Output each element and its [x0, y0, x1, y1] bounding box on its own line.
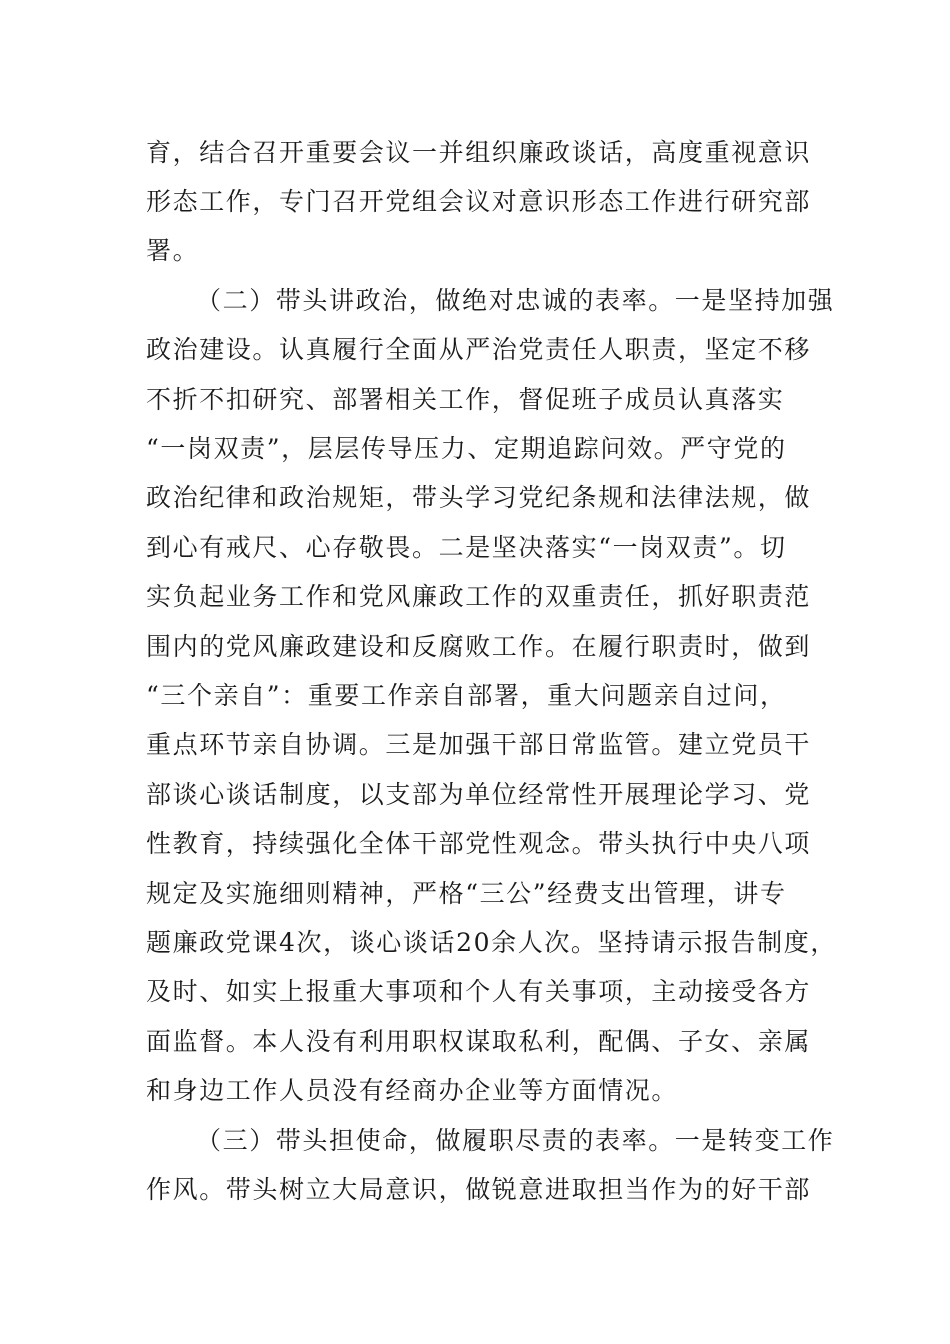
text-line: 不折不扣研究、部署相关工作，督促班子成员认真落实 [146, 385, 785, 414]
text-line: 形态工作，专门召开党组会议对意识形态工作进行研究部 [146, 187, 812, 216]
text-line: “一岗双责”，层层传导压力、定期追踪问效。严守党的 [146, 434, 787, 463]
text-line: 到心有戒尺、心存敬畏。二是坚决落实“一岗双责”。切 [146, 533, 787, 562]
text-line: 实负起业务工作和党风廉政工作的双重责任，抓好职责范 [146, 582, 812, 611]
text-line: 和身边工作人员没有经商办企业等方面情况。 [146, 1076, 679, 1105]
text-line: 规定及实施细则精神，严格“三公”经费支出管理，讲专 [146, 879, 787, 908]
text-line: 政治纪律和政治规矩，带头学习党纪条规和法律法规，做 [146, 483, 812, 512]
text-line: 题廉政党课4次，谈心谈话20余人次。坚持请示报告制度， [146, 928, 837, 957]
text-line: 作风。带头树立大局意识，做锐意进取担当作为的好干部 [146, 1175, 812, 1204]
text-line: 署。 [146, 236, 200, 265]
text-line: 性教育，持续强化全体干部党性观念。带头执行中央八项 [146, 829, 812, 858]
text-line: 面监督。本人没有利用职权谋取私利，配偶、子女、亲属 [146, 1027, 812, 1056]
text-line: 重点环节亲自协调。三是加强干部日常监管。建立党员干 [146, 730, 812, 759]
section-heading-line: （三）带头担使命，做履职尽责的表率。一是转变工作 [196, 1126, 835, 1155]
text-line: 政治建设。认真履行全面从严治党责任人职责，坚定不移 [146, 335, 812, 364]
section-heading-line: （二）带头讲政治，做绝对忠诚的表率。一是坚持加强 [196, 286, 835, 315]
text-line: “三个亲自”：重要工作亲自部署，重大问题亲自过问， [146, 681, 787, 710]
text-line: 育，结合召开重要会议一并组织廉政谈话，高度重视意识 [146, 138, 812, 167]
text-line: 部谈心谈话制度，以支部为单位经常性开展理论学习、党 [146, 780, 812, 809]
text-line: 及时、如实上报重大事项和个人有关事项，主动接受各方 [146, 977, 812, 1006]
text-line: 围内的党风廉政建设和反腐败工作。在履行职责时，做到 [146, 632, 812, 661]
